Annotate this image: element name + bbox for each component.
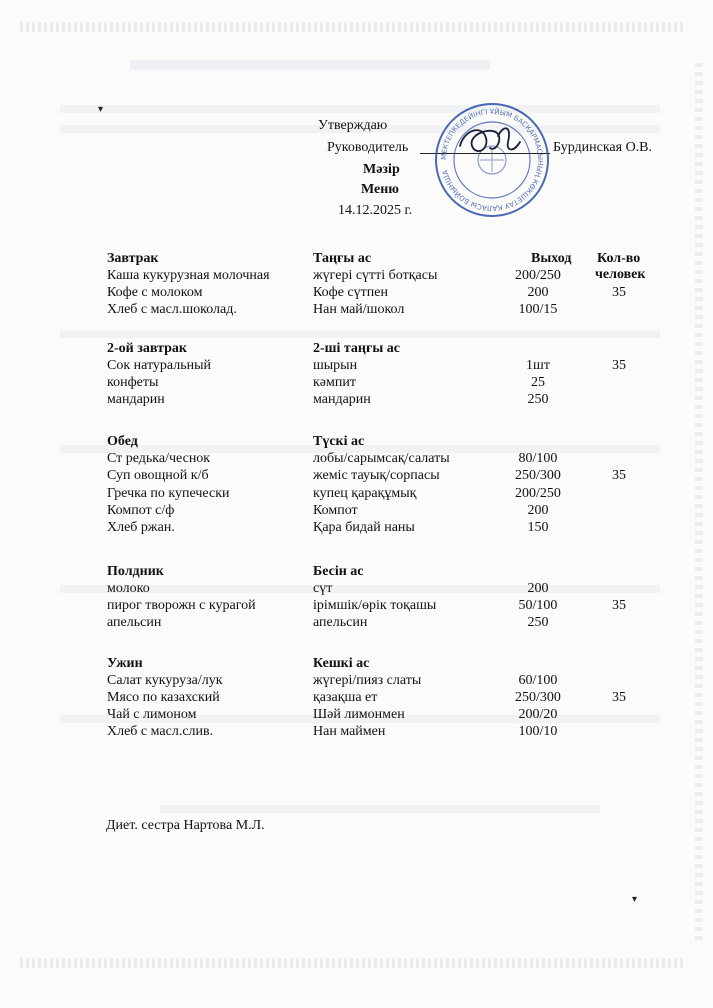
dish-output: 150 bbox=[527, 520, 549, 535]
dish-kz: сүт bbox=[313, 581, 333, 596]
dish-ru: Суп овощной к/б bbox=[107, 468, 209, 484]
dish-ru: пирог творожн с курагой bbox=[107, 598, 256, 613]
dish-output: 80/100 bbox=[518, 451, 558, 467]
dish-kz: лобы/сарымсақ/салаты bbox=[313, 451, 450, 467]
meal-title-ru: Ужин bbox=[107, 656, 143, 671]
meal-title-kz: 2-ші таңғы ас bbox=[313, 341, 400, 356]
dish-kz: жүгері/пияз слаты bbox=[313, 673, 422, 688]
meal-title-kz: Бесін ас bbox=[313, 564, 364, 579]
portion-count: 35 bbox=[612, 690, 626, 705]
meal-title-ru: Обед bbox=[107, 434, 138, 449]
col-qty-label-2: человек bbox=[595, 267, 646, 282]
scan-edge-top bbox=[20, 22, 683, 32]
scan-edge-right bbox=[695, 60, 703, 940]
dish-output: 60/100 bbox=[518, 673, 558, 688]
portion-count: 35 bbox=[612, 598, 626, 613]
director-name: Бурдинская О.В. bbox=[553, 140, 653, 155]
meal-title-ru: Завтрак bbox=[107, 251, 159, 266]
portion-count: 35 bbox=[612, 468, 626, 484]
dish-output: 250/300 bbox=[515, 468, 561, 484]
dish-kz: Нан маймен bbox=[313, 724, 386, 739]
dish-output: 25 bbox=[531, 375, 545, 390]
dish-output: 50/100 bbox=[518, 598, 558, 613]
dish-output: 200 bbox=[527, 502, 549, 518]
dish-output: 250 bbox=[527, 615, 549, 630]
svg-text:МЕКТЕПКЕДЕЙІНГІ ҰЙЫМ БАСҚАРМАС: МЕКТЕПКЕДЕЙІНГІ ҰЙЫМ БАСҚАРМАСЫНЫҢ КӨКШЕТАУ ҚАЛАСЫ БОЙЫНША bbox=[439, 107, 545, 213]
title-ru: Меню bbox=[361, 182, 400, 197]
dish-kz: Шәй лимонмен bbox=[313, 707, 405, 722]
dish-output: 200 bbox=[527, 285, 549, 300]
dish-ru: Компот с/ф bbox=[107, 502, 175, 518]
dish-kz: апельсин bbox=[313, 615, 368, 630]
dish-ru: Ст редька/чеснок bbox=[107, 451, 211, 467]
dish-ru: Каша кукурузная молочная bbox=[107, 268, 270, 283]
col-qty-label: Кол-во bbox=[597, 251, 641, 266]
dish-ru: Кофе с молоком bbox=[107, 285, 203, 300]
dish-ru: Гречка по купечески bbox=[107, 485, 230, 501]
dish-kz: жүгері сүтті ботқасы bbox=[313, 268, 438, 283]
nurse-signature-line: Диет. сестра Нартова М.Л. bbox=[106, 818, 265, 833]
dish-ru: конфеты bbox=[107, 375, 159, 390]
dish-ru: Хлеб с масл.шоколад. bbox=[107, 302, 237, 317]
dish-output: 200/20 bbox=[518, 707, 558, 722]
dish-kz: кәмпит bbox=[313, 375, 356, 390]
menu-date: 14.12.2025 г. bbox=[338, 203, 413, 218]
scan-mark: ▾ bbox=[98, 104, 104, 115]
portion-count: 35 bbox=[612, 285, 626, 300]
dish-ru: апельсин bbox=[107, 615, 162, 630]
portion-count: 35 bbox=[612, 358, 626, 373]
dish-output: 1шт bbox=[526, 358, 550, 373]
col-out-label: Выход bbox=[531, 251, 572, 266]
dish-kz: Компот bbox=[313, 502, 358, 518]
dish-kz: жеміс тауық/сорпасы bbox=[313, 468, 440, 484]
dish-output: 250 bbox=[527, 392, 549, 407]
dish-kz: шырын bbox=[313, 358, 358, 373]
meal-title-kz: Кешкі ас bbox=[313, 656, 370, 671]
dish-kz: Қара бидай наны bbox=[313, 520, 415, 535]
dish-kz: купец қарақұмық bbox=[313, 485, 417, 501]
position-label: Руководитель bbox=[327, 140, 409, 155]
dish-ru: Хлеб с масл.слив. bbox=[107, 724, 214, 739]
dish-output: 200 bbox=[527, 581, 549, 596]
director-signature bbox=[452, 112, 532, 172]
dish-ru: мандарин bbox=[107, 392, 165, 407]
dish-kz: қазақша ет bbox=[313, 690, 378, 705]
dish-output: 200/250 bbox=[515, 268, 561, 283]
meal-title-kz: Түскі ас bbox=[313, 434, 365, 449]
meal-title-ru: 2-ой завтрак bbox=[107, 341, 187, 356]
scan-edge-bottom bbox=[20, 958, 683, 968]
dish-output: 200/250 bbox=[515, 485, 561, 501]
dish-ru: Салат кукуруза/лук bbox=[107, 673, 223, 688]
dish-output: 100/15 bbox=[518, 302, 558, 317]
dish-output: 100/10 bbox=[518, 724, 558, 739]
dish-kz: Нан май/шокол bbox=[313, 302, 405, 317]
dish-kz: мандарин bbox=[313, 392, 371, 407]
dish-ru: Мясо по казахский bbox=[107, 690, 220, 705]
scan-mark: ▾ bbox=[632, 894, 638, 905]
meal-title-kz: Таңғы ас bbox=[313, 251, 372, 266]
title-kz: Мәзір bbox=[363, 162, 400, 177]
dish-kz: Кофе сүтпен bbox=[313, 285, 388, 300]
dish-ru: Хлеб ржан. bbox=[107, 520, 175, 535]
meal-title-ru: Полдник bbox=[107, 564, 164, 579]
dish-ru: Чай с лимоном bbox=[107, 707, 197, 722]
dish-ru: Сок натуральный bbox=[107, 358, 212, 373]
approve-label: Утверждаю bbox=[318, 118, 388, 133]
dish-output: 250/300 bbox=[515, 690, 561, 705]
dish-kz: ірімшік/өрік тоқашы bbox=[313, 598, 437, 613]
dish-ru: молоко bbox=[107, 581, 150, 596]
